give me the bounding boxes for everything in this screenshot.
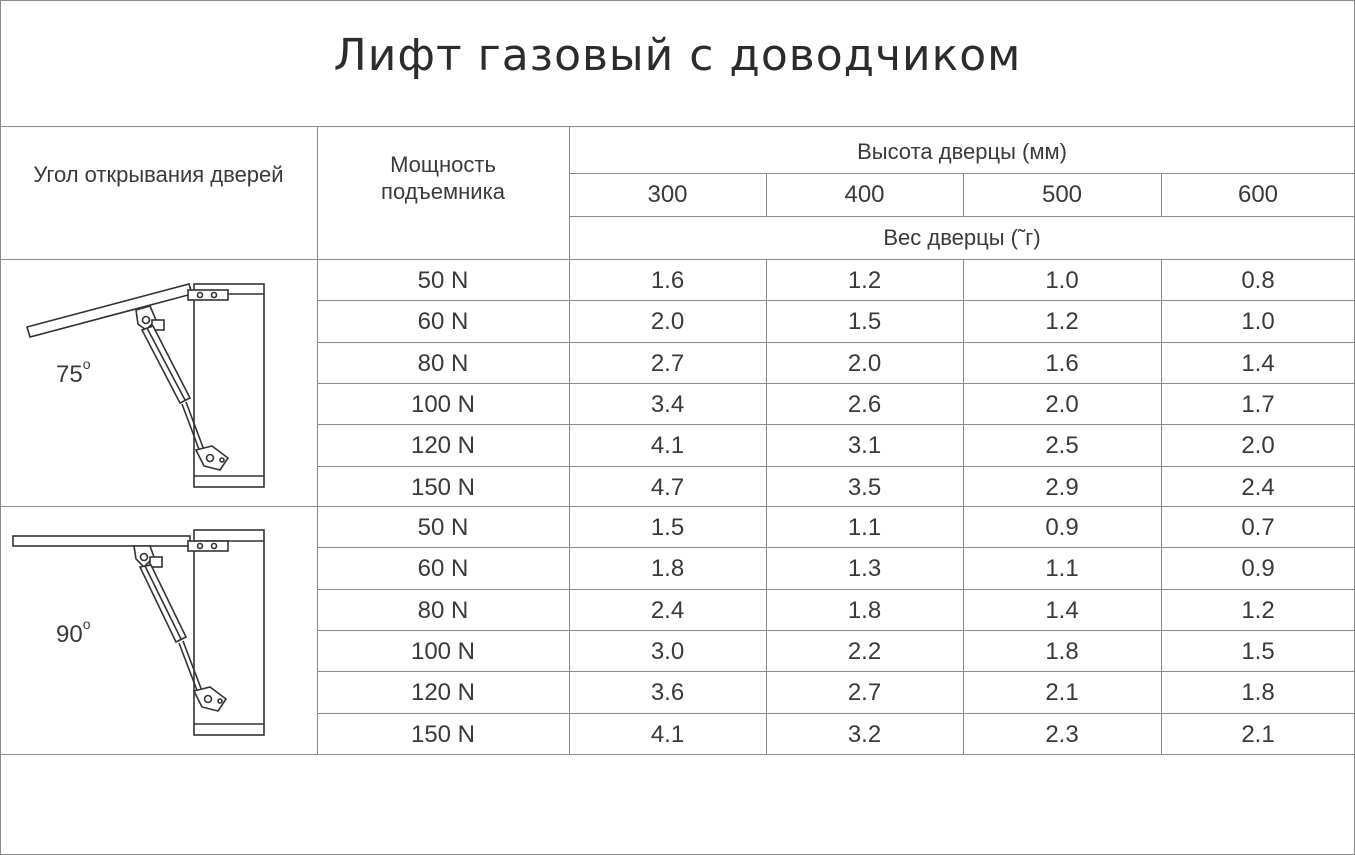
weight-value-cell: 1.1 <box>847 513 882 541</box>
weight-value-cell: 2.7 <box>847 678 882 706</box>
weight-value-cell: 1.0 <box>1241 307 1275 335</box>
weight-value-cell: 1.4 <box>1045 596 1079 624</box>
weight-value-cell: 4.7 <box>650 473 685 501</box>
weight-value-cell: 0.9 <box>1045 513 1079 541</box>
weight-value-cell: 1.6 <box>650 266 685 294</box>
height-header-400: 400 <box>844 181 885 208</box>
weight-value-cell: 3.5 <box>847 473 882 501</box>
gas-lift-75-diagram-icon <box>0 260 317 506</box>
height-header-600: 600 <box>1237 181 1279 208</box>
weight-value-cell: 1.5 <box>1241 637 1275 665</box>
weight-value-cell: 3.2 <box>847 720 882 748</box>
power-cell: 100 N <box>410 637 476 665</box>
weight-value-cell: 2.0 <box>847 349 882 377</box>
power-header-line1: Мощность <box>390 152 496 177</box>
power-cell: 120 N <box>410 678 476 706</box>
weight-value-cell: 2.0 <box>1045 390 1079 418</box>
power-cell: 60 N <box>417 554 469 582</box>
power-cell: 150 N <box>410 473 476 501</box>
power-cell: 50 N <box>417 266 469 294</box>
height-group-header: Высота дверцы (мм) <box>857 139 1067 164</box>
weight-value-cell: 2.3 <box>1045 720 1079 748</box>
weight-value-cell: 1.5 <box>650 513 685 541</box>
title-separator <box>0 126 1355 127</box>
weight-value-cell: 1.5 <box>847 307 882 335</box>
power-cell: 120 N <box>410 431 476 459</box>
power-cell: 60 N <box>417 307 469 335</box>
weight-value-cell: 1.4 <box>1241 349 1275 377</box>
weight-value-cell: 1.8 <box>847 596 882 624</box>
angle-value-75: 75 <box>56 361 83 388</box>
weight-value-cell: 0.8 <box>1241 266 1275 294</box>
power-cell: 80 N <box>417 596 469 624</box>
weight-value-cell: 1.3 <box>847 554 882 582</box>
weight-value-cell: 2.4 <box>1241 473 1275 501</box>
weight-value-cell: 1.8 <box>1045 637 1079 665</box>
height-header-500: 500 <box>1041 181 1083 208</box>
weight-value-cell: 2.9 <box>1045 473 1079 501</box>
weight-value-cell: 0.9 <box>1241 554 1275 582</box>
weight-value-cell: 1.2 <box>1241 596 1275 624</box>
height-header-300: 300 <box>647 181 688 208</box>
weight-value-cell: 3.1 <box>847 431 882 459</box>
degree-sign-90: o <box>82 616 91 632</box>
weight-value-cell: 1.2 <box>847 266 882 294</box>
weight-value-cell: 2.4 <box>650 596 685 624</box>
weight-value-cell: 3.0 <box>650 637 685 665</box>
power-cell: 100 N <box>410 390 476 418</box>
power-cell: 50 N <box>417 513 469 541</box>
weight-value-cell: 1.7 <box>1241 390 1275 418</box>
weight-value-cell: 1.8 <box>650 554 685 582</box>
weight-value-cell: 0.7 <box>1241 513 1275 541</box>
page-title: Лифт газовый с доводчиком <box>333 30 1022 81</box>
weight-value-cell: 1.6 <box>1045 349 1079 377</box>
power-header-line2: подъемника <box>381 179 505 204</box>
angle-column-header: Угол открывания дверей <box>33 162 284 187</box>
weight-value-cell: 2.0 <box>1241 431 1275 459</box>
weight-value-cell: 4.1 <box>650 720 685 748</box>
weight-value-cell: 3.6 <box>650 678 685 706</box>
weight-value-cell: 2.5 <box>1045 431 1079 459</box>
power-cell: 80 N <box>417 349 469 377</box>
weight-value-cell: 1.2 <box>1045 307 1079 335</box>
weight-value-cell: 3.4 <box>650 390 685 418</box>
weight-value-cell: 2.1 <box>1241 720 1275 748</box>
weight-value-cell: 4.1 <box>650 431 685 459</box>
power-column-header <box>317 151 569 205</box>
weight-value-cell: 2.2 <box>847 637 882 665</box>
degree-sign-75: o <box>82 356 91 372</box>
weight-value-cell: 1.0 <box>1045 266 1079 294</box>
angle-value-90: 90 <box>56 621 83 648</box>
weight-value-cell: 2.6 <box>847 390 882 418</box>
weight-group-header: Вес дверцы (˜г) <box>883 225 1041 250</box>
gas-lift-90-diagram-icon <box>0 507 317 754</box>
weight-value-cell: 1.1 <box>1045 554 1079 582</box>
weight-value-cell: 2.7 <box>650 349 685 377</box>
weight-value-cell: 1.8 <box>1241 678 1275 706</box>
power-cell: 150 N <box>410 720 476 748</box>
weight-value-cell: 2.0 <box>650 307 685 335</box>
weight-value-cell: 2.1 <box>1045 678 1079 706</box>
